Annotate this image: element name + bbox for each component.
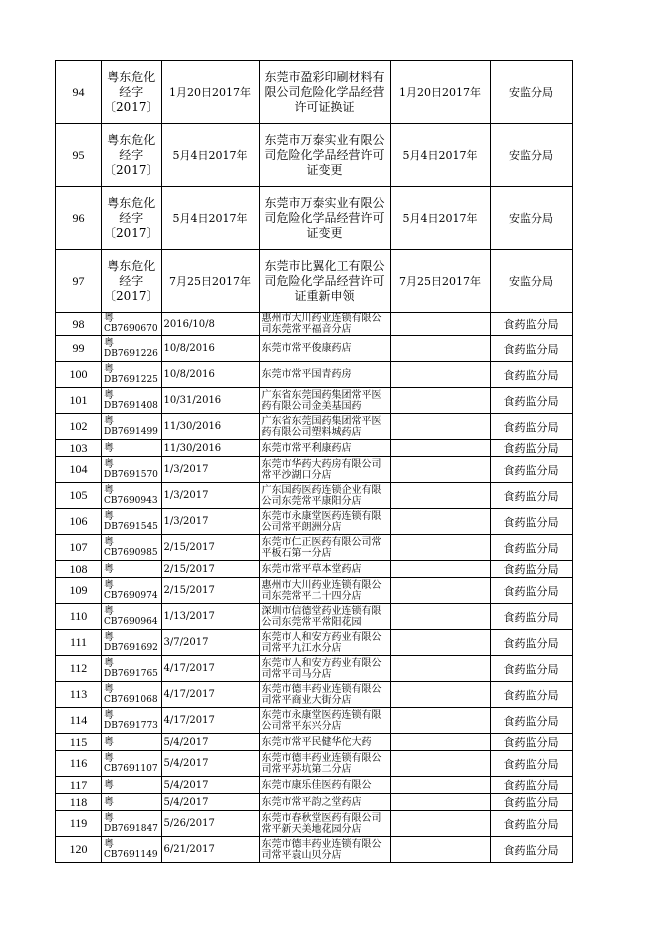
- row-number: 108: [56, 561, 102, 578]
- item-name: 东莞市常平韵之堂药店: [259, 794, 390, 811]
- approval-date: 5月4日2017年: [390, 187, 490, 250]
- department: 食药监分局: [490, 388, 572, 414]
- approval-date: [390, 440, 490, 457]
- approval-date: [390, 313, 490, 336]
- license-number: [102, 751, 162, 777]
- row-number: 116: [56, 751, 102, 777]
- row-number: 109: [56, 578, 102, 604]
- issue-date: 10/8/2016: [161, 336, 259, 362]
- row-number: 94: [56, 61, 102, 124]
- license-prefix: 粤: [104, 442, 114, 454]
- license-number: [102, 682, 162, 708]
- license-code: DB7691570: [104, 469, 158, 480]
- issue-date: 2/15/2017: [161, 578, 259, 604]
- records-body: [56, 61, 573, 863]
- row-number: 119: [56, 811, 102, 837]
- item-name: 东莞市万泰实业有限公司危险化学品经营许可证变更: [259, 124, 390, 187]
- issue-date: 4/17/2017: [161, 708, 259, 734]
- table-row: [56, 630, 573, 656]
- row-number: 96: [56, 187, 102, 250]
- row-number: 105: [56, 483, 102, 509]
- issue-date: 2016/10/8: [161, 313, 259, 336]
- license-code: DB7691692: [104, 642, 158, 653]
- department: 食药监分局: [490, 483, 572, 509]
- department: 食药监分局: [490, 362, 572, 388]
- license-prefix: 粤: [104, 389, 114, 401]
- table-row: [56, 509, 573, 535]
- license-prefix: 粤: [104, 812, 114, 824]
- item-name: 东莞市人和安方药业有限公司常平司马分店: [259, 656, 390, 682]
- approval-date: 5月4日2017年: [390, 124, 490, 187]
- license-prefix: 粤: [104, 631, 114, 643]
- approval-date: [390, 483, 490, 509]
- row-number: 114: [56, 708, 102, 734]
- approval-date: [390, 336, 490, 362]
- license-number: [102, 440, 162, 457]
- row-number: 111: [56, 630, 102, 656]
- table-row: [56, 811, 573, 837]
- license-number: [102, 509, 162, 535]
- approval-date: [390, 535, 490, 561]
- department: 食药监分局: [490, 837, 572, 863]
- item-name: 东莞市常平草本堂药店: [259, 561, 390, 578]
- issue-date: 2/15/2017: [161, 535, 259, 561]
- row-number: 110: [56, 604, 102, 630]
- department: 食药监分局: [490, 414, 572, 440]
- issue-date: 5/4/2017: [161, 777, 259, 794]
- issue-date: 3/7/2017: [161, 630, 259, 656]
- department: 食药监分局: [490, 794, 572, 811]
- license-prefix: 粤: [104, 796, 114, 808]
- license-code: CB7690670: [104, 324, 158, 334]
- license-code: CB7690943: [104, 495, 158, 506]
- license-number: [102, 811, 162, 837]
- issue-date: 11/30/2016: [161, 440, 259, 457]
- row-number: 115: [56, 734, 102, 751]
- item-name: 东莞市万泰实业有限公司危险化学品经营许可证变更: [259, 187, 390, 250]
- license-number: [102, 313, 162, 336]
- license-prefix: 粤: [104, 683, 114, 695]
- license-code: CB7690974: [104, 590, 158, 601]
- issue-date: 6/21/2017: [161, 837, 259, 863]
- item-name: 东莞市永康堂医药连锁有限公司常平东兴分店: [259, 708, 390, 734]
- department: 食药监分局: [490, 656, 572, 682]
- license-code: CB7690985: [104, 547, 158, 558]
- department: 安监分局: [490, 250, 572, 313]
- license-prefix: 粤: [104, 563, 114, 575]
- item-name: 深圳市信德堂药业连锁有限公司东莞常平常阳花园: [259, 604, 390, 630]
- item-name: 东莞市德丰药业连锁有限公司常平商业大街分店: [259, 682, 390, 708]
- license-number: 粤东危化经字〔2017〕: [102, 187, 162, 250]
- license-code: DB7691226: [104, 348, 158, 359]
- item-name: 东莞市德丰药业连锁有限公司常平苏坑第二分店: [259, 751, 390, 777]
- table-row: [56, 682, 573, 708]
- department: 食药监分局: [490, 578, 572, 604]
- license-prefix: 粤: [104, 510, 114, 522]
- table-row: [56, 578, 573, 604]
- row-number: 107: [56, 535, 102, 561]
- license-number: [102, 414, 162, 440]
- item-name: 东莞市华药大药房有限公司常平沙湖口分店: [259, 457, 390, 483]
- row-number: 117: [56, 777, 102, 794]
- license-code: DB7691408: [104, 400, 158, 411]
- license-prefix: 粤: [104, 752, 114, 764]
- approval-date: [390, 630, 490, 656]
- license-code: CB7691107: [104, 763, 158, 774]
- department: 食药监分局: [490, 535, 572, 561]
- row-number: 97: [56, 250, 102, 313]
- item-name: 东莞市常平利康药店: [259, 440, 390, 457]
- item-name: 东莞市人和安方药业有限公司常平九江水分店: [259, 630, 390, 656]
- license-prefix: 粤: [104, 657, 114, 669]
- issue-date: 5/4/2017: [161, 794, 259, 811]
- item-name: 东莞市常平国青药房: [259, 362, 390, 388]
- issue-date: 5月4日2017年: [161, 124, 259, 187]
- row-number: 120: [56, 837, 102, 863]
- item-name: 广东省东莞国药集团常平医药有限公司金美基国药: [259, 388, 390, 414]
- issue-date: 5/4/2017: [161, 734, 259, 751]
- issue-date: 1/3/2017: [161, 483, 259, 509]
- issue-date: 2/15/2017: [161, 561, 259, 578]
- license-number: [102, 561, 162, 578]
- approval-date: [390, 414, 490, 440]
- license-prefix: 粤: [104, 579, 114, 591]
- approval-date: [390, 561, 490, 578]
- issue-date: 1/13/2017: [161, 604, 259, 630]
- table-row: [56, 535, 573, 561]
- issue-date: 5/26/2017: [161, 811, 259, 837]
- table-row: [56, 61, 573, 124]
- approval-date: [390, 362, 490, 388]
- approval-date: [390, 734, 490, 751]
- license-prefix: 粤: [104, 838, 114, 850]
- item-name: 惠州市大川药业连锁有限公司东莞常平二十四分店: [259, 578, 390, 604]
- row-number: 100: [56, 362, 102, 388]
- row-number: 106: [56, 509, 102, 535]
- issue-date: 4/17/2017: [161, 656, 259, 682]
- approval-date: [390, 708, 490, 734]
- table-row: [56, 604, 573, 630]
- license-number: [102, 630, 162, 656]
- approval-date: [390, 811, 490, 837]
- issue-date: 5月4日2017年: [161, 187, 259, 250]
- table-row: [56, 124, 573, 187]
- department: 食药监分局: [490, 630, 572, 656]
- license-prefix: 粤: [104, 337, 114, 349]
- approval-date: [390, 457, 490, 483]
- department: 安监分局: [490, 187, 572, 250]
- records-table: [55, 60, 573, 863]
- approval-date: 7月25日2017年: [390, 250, 490, 313]
- row-number: 113: [56, 682, 102, 708]
- license-prefix: 粤: [104, 709, 114, 721]
- license-number: [102, 457, 162, 483]
- table-row: [56, 837, 573, 863]
- license-number: [102, 483, 162, 509]
- department: 食药监分局: [490, 777, 572, 794]
- department: 食药监分局: [490, 734, 572, 751]
- approval-date: [390, 777, 490, 794]
- item-name: 东莞市常平俊康药店: [259, 336, 390, 362]
- department: 食药监分局: [490, 561, 572, 578]
- row-number: 95: [56, 124, 102, 187]
- department: 安监分局: [490, 124, 572, 187]
- table-row: [56, 483, 573, 509]
- approval-date: [390, 682, 490, 708]
- row-number: 118: [56, 794, 102, 811]
- item-name: 惠州市大川药业连锁有限公司东莞常平福音分店: [259, 313, 390, 336]
- license-number: [102, 794, 162, 811]
- department: 食药监分局: [490, 751, 572, 777]
- license-code: DB7691499: [104, 426, 158, 437]
- table-row: [56, 250, 573, 313]
- row-number: 102: [56, 414, 102, 440]
- department: 食药监分局: [490, 811, 572, 837]
- license-number: 粤东危化经字〔2017〕: [102, 61, 162, 124]
- license-number: [102, 734, 162, 751]
- item-name: 东莞市德丰药业连锁有限公司常平袁山贝分店: [259, 837, 390, 863]
- license-code: DB7691773: [104, 720, 158, 731]
- item-name: 广东省东莞国药集团常平医药有限公司塑料城药店: [259, 414, 390, 440]
- table-row: [56, 794, 573, 811]
- table-row: [56, 561, 573, 578]
- row-number: 112: [56, 656, 102, 682]
- license-code: DB7691847: [104, 823, 158, 834]
- license-prefix: 粤: [104, 736, 114, 748]
- table-row: [56, 708, 573, 734]
- license-code: CB7691149: [104, 849, 158, 860]
- issue-date: 1月20日2017年: [161, 61, 259, 124]
- row-number: 101: [56, 388, 102, 414]
- item-name: 东莞市永康堂医药连锁有限公司常平朗洲分店: [259, 509, 390, 535]
- row-number: 98: [56, 313, 102, 336]
- department: 安监分局: [490, 61, 572, 124]
- department: 食药监分局: [490, 682, 572, 708]
- department: 食药监分局: [490, 604, 572, 630]
- department: 食药监分局: [490, 336, 572, 362]
- issue-date: 4/17/2017: [161, 682, 259, 708]
- license-number: [102, 837, 162, 863]
- table-row: [56, 187, 573, 250]
- approval-date: [390, 604, 490, 630]
- approval-date: [390, 794, 490, 811]
- table-row: [56, 777, 573, 794]
- row-number: 104: [56, 457, 102, 483]
- table-row: [56, 336, 573, 362]
- license-prefix: 粤: [104, 779, 114, 791]
- department: 食药监分局: [490, 708, 572, 734]
- license-prefix: 粤: [104, 458, 114, 470]
- department: 食药监分局: [490, 313, 572, 336]
- approval-date: 1月20日2017年: [390, 61, 490, 124]
- license-code: CB7691068: [104, 694, 158, 705]
- license-number: [102, 708, 162, 734]
- issue-date: 11/30/2016: [161, 414, 259, 440]
- license-prefix: 粤: [104, 363, 114, 375]
- item-name: 东莞市盈彩印刷材料有限公司危险化学品经营许可证换证: [259, 61, 390, 124]
- table-row: [56, 440, 573, 457]
- license-code: DB7691545: [104, 521, 158, 532]
- license-number: [102, 656, 162, 682]
- item-name: 东莞市康乐佳医药有限公: [259, 777, 390, 794]
- license-number: [102, 362, 162, 388]
- row-number: 103: [56, 440, 102, 457]
- department: 食药监分局: [490, 440, 572, 457]
- table-row: [56, 457, 573, 483]
- item-name: 东莞市比翼化工有限公司危险化学品经营许可证重新申领: [259, 250, 390, 313]
- issue-date: 1/3/2017: [161, 457, 259, 483]
- approval-date: [390, 509, 490, 535]
- license-prefix: 粤: [104, 605, 114, 617]
- license-prefix: 粤: [104, 536, 114, 548]
- issue-date: 5/4/2017: [161, 751, 259, 777]
- approval-date: [390, 578, 490, 604]
- issue-date: 10/31/2016: [161, 388, 259, 414]
- approval-date: [390, 751, 490, 777]
- approval-date: [390, 656, 490, 682]
- license-number: [102, 336, 162, 362]
- item-name: 东莞市常平民健华佗大药: [259, 734, 390, 751]
- license-number: 粤东危化经字〔2017〕: [102, 124, 162, 187]
- item-name: 广东国药医药连锁企业有限公司东莞常平康阳分店: [259, 483, 390, 509]
- license-number: [102, 535, 162, 561]
- license-number: [102, 604, 162, 630]
- table-row: [56, 388, 573, 414]
- table-row: [56, 414, 573, 440]
- license-number: [102, 777, 162, 794]
- table-row: [56, 734, 573, 751]
- item-name: 东莞市仁正医药有限公司常平板石第一分店: [259, 535, 390, 561]
- issue-date: 7月25日2017年: [161, 250, 259, 313]
- department: 食药监分局: [490, 457, 572, 483]
- table-row: [56, 313, 573, 336]
- license-code: DB7691765: [104, 668, 158, 679]
- approval-date: [390, 388, 490, 414]
- license-code: CB7690964: [104, 616, 158, 627]
- license-number: [102, 388, 162, 414]
- issue-date: 10/8/2016: [161, 362, 259, 388]
- department: 食药监分局: [490, 509, 572, 535]
- license-number: [102, 578, 162, 604]
- license-code: DB7691225: [104, 374, 158, 385]
- row-number: 99: [56, 336, 102, 362]
- license-prefix: 粤: [104, 313, 114, 324]
- license-number: 粤东危化经字〔2017〕: [102, 250, 162, 313]
- license-prefix: 粤: [104, 415, 114, 427]
- table-row: [56, 751, 573, 777]
- item-name: 东莞市春秋堂医药有限公司常平新天美地花园分店: [259, 811, 390, 837]
- issue-date: 1/3/2017: [161, 509, 259, 535]
- table-row: [56, 656, 573, 682]
- approval-date: [390, 837, 490, 863]
- table-row: [56, 362, 573, 388]
- license-prefix: 粤: [104, 484, 114, 496]
